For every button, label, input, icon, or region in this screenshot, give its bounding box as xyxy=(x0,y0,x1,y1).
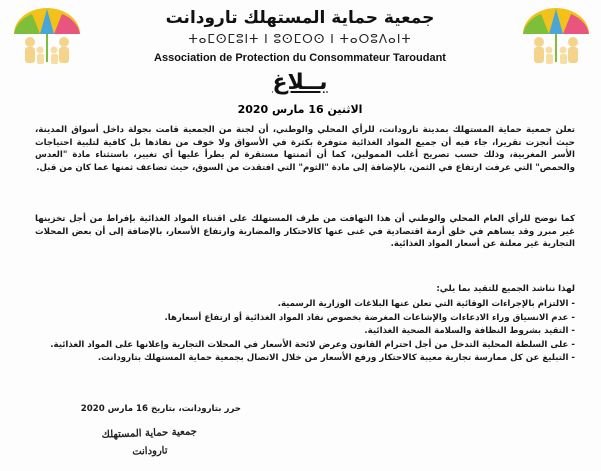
org-name-tifinagh: ⵜⴰⵎⵙⵎⵓⵏⵜ ⵏ ⵓⵙⵎⵔⵙ ⵏ ⵜⴰⵔⵓⴷⴰⵏⵜ xyxy=(188,32,412,46)
list-item: - على السلطة المحلية التدخل من أجل احترام القانون وعرض لائحة الأسعار في المحلات التجارية وإعلانها على المواد الغذائية. xyxy=(50,339,575,350)
list-item: - التبليغ عن كل ممارسة تجارية معيبة كالاحتكار ورفع الأسعار من خلال الاتصال بجمعية حماية المستهلك بتارودانت. xyxy=(97,353,575,364)
signature-date: حرر بتارودانت، بتاريخ 16 مارس 2020 xyxy=(80,404,241,414)
paragraph-clarification: كما نوضح للرأي العام المحلي والوطني أن هذا التهافت من طرف المستهلك على اقتناء المواد الغذائية بإفراط من أجل تخزينها غير مبرر وقد يساهم في خلق أزمة اقتصادية في غنى عنها كالاحتكار والمضاربة وارتفاع الأسعار، بالإضافة إلى أن بعض المحلات التجارية غير معلنة عن أسعار المواد الغذائية. xyxy=(35,214,575,250)
org-name-french: Association de Protection du Consommateur Taroudant xyxy=(154,52,446,64)
stamp-line-1: جمعية حماية المستهلك xyxy=(101,426,197,441)
document-date: الاثنين 16 مارس 2020 xyxy=(237,103,363,116)
list-item: - عدم الانسياق وراء الادعاءات والإشاعات المغرضة بخصوص نفاد المواد الغذائية أو ارتفاع أسعارها. xyxy=(164,312,575,323)
list-item: - التقيد بشروط النظافة والسلامة الصحية الغذائية. xyxy=(364,326,575,337)
list-item: - الالتزام بالإجراءات الوقائية التي تعلن عنها البلاغات الوزارية الرسمية. xyxy=(277,299,575,309)
organization-stamp xyxy=(101,423,197,462)
paragraph-intro: تعلن جمعية حماية المستهلك بمدينة تارودانت، للرأي المحلي والوطني، أن لجنة من الجمعية قامت بجولة داخل أسواق المدينة، حيث أنجزت تقريرا، جاء فيه أن جميع المواد الغذائية متوفرة بكثرة في الأسواق ولا خوف من نفاذها بل كافية لتلبية احتياجات الأسر المغربية، وذلك حسب تصريح أغلب الممولين، كما أن أثمنتها مستقرة لم يطرأ عليها أي تغيير، باستثناء مادة "العدس والحمص" التي عرفت ارتفاع في الثمن، بالإضافة إلى مادة "الثوم" التي افتقدت من السوق، حيث تضاعف ثمنها عما كان من قبل. xyxy=(35,125,575,173)
stamp-line-2: تارودانت xyxy=(131,445,168,458)
umbrella-family-logo-right xyxy=(519,4,593,70)
call-to-action: لهذا نناشد الجميع للتقيد بما يلي: xyxy=(436,284,575,294)
instructions-list xyxy=(35,298,575,366)
umbrella-family-logo-left xyxy=(10,4,84,70)
document-title: بــلاغ xyxy=(272,70,328,95)
org-name-arabic: جمعية حماية المستهلك تارودانت xyxy=(165,8,435,28)
